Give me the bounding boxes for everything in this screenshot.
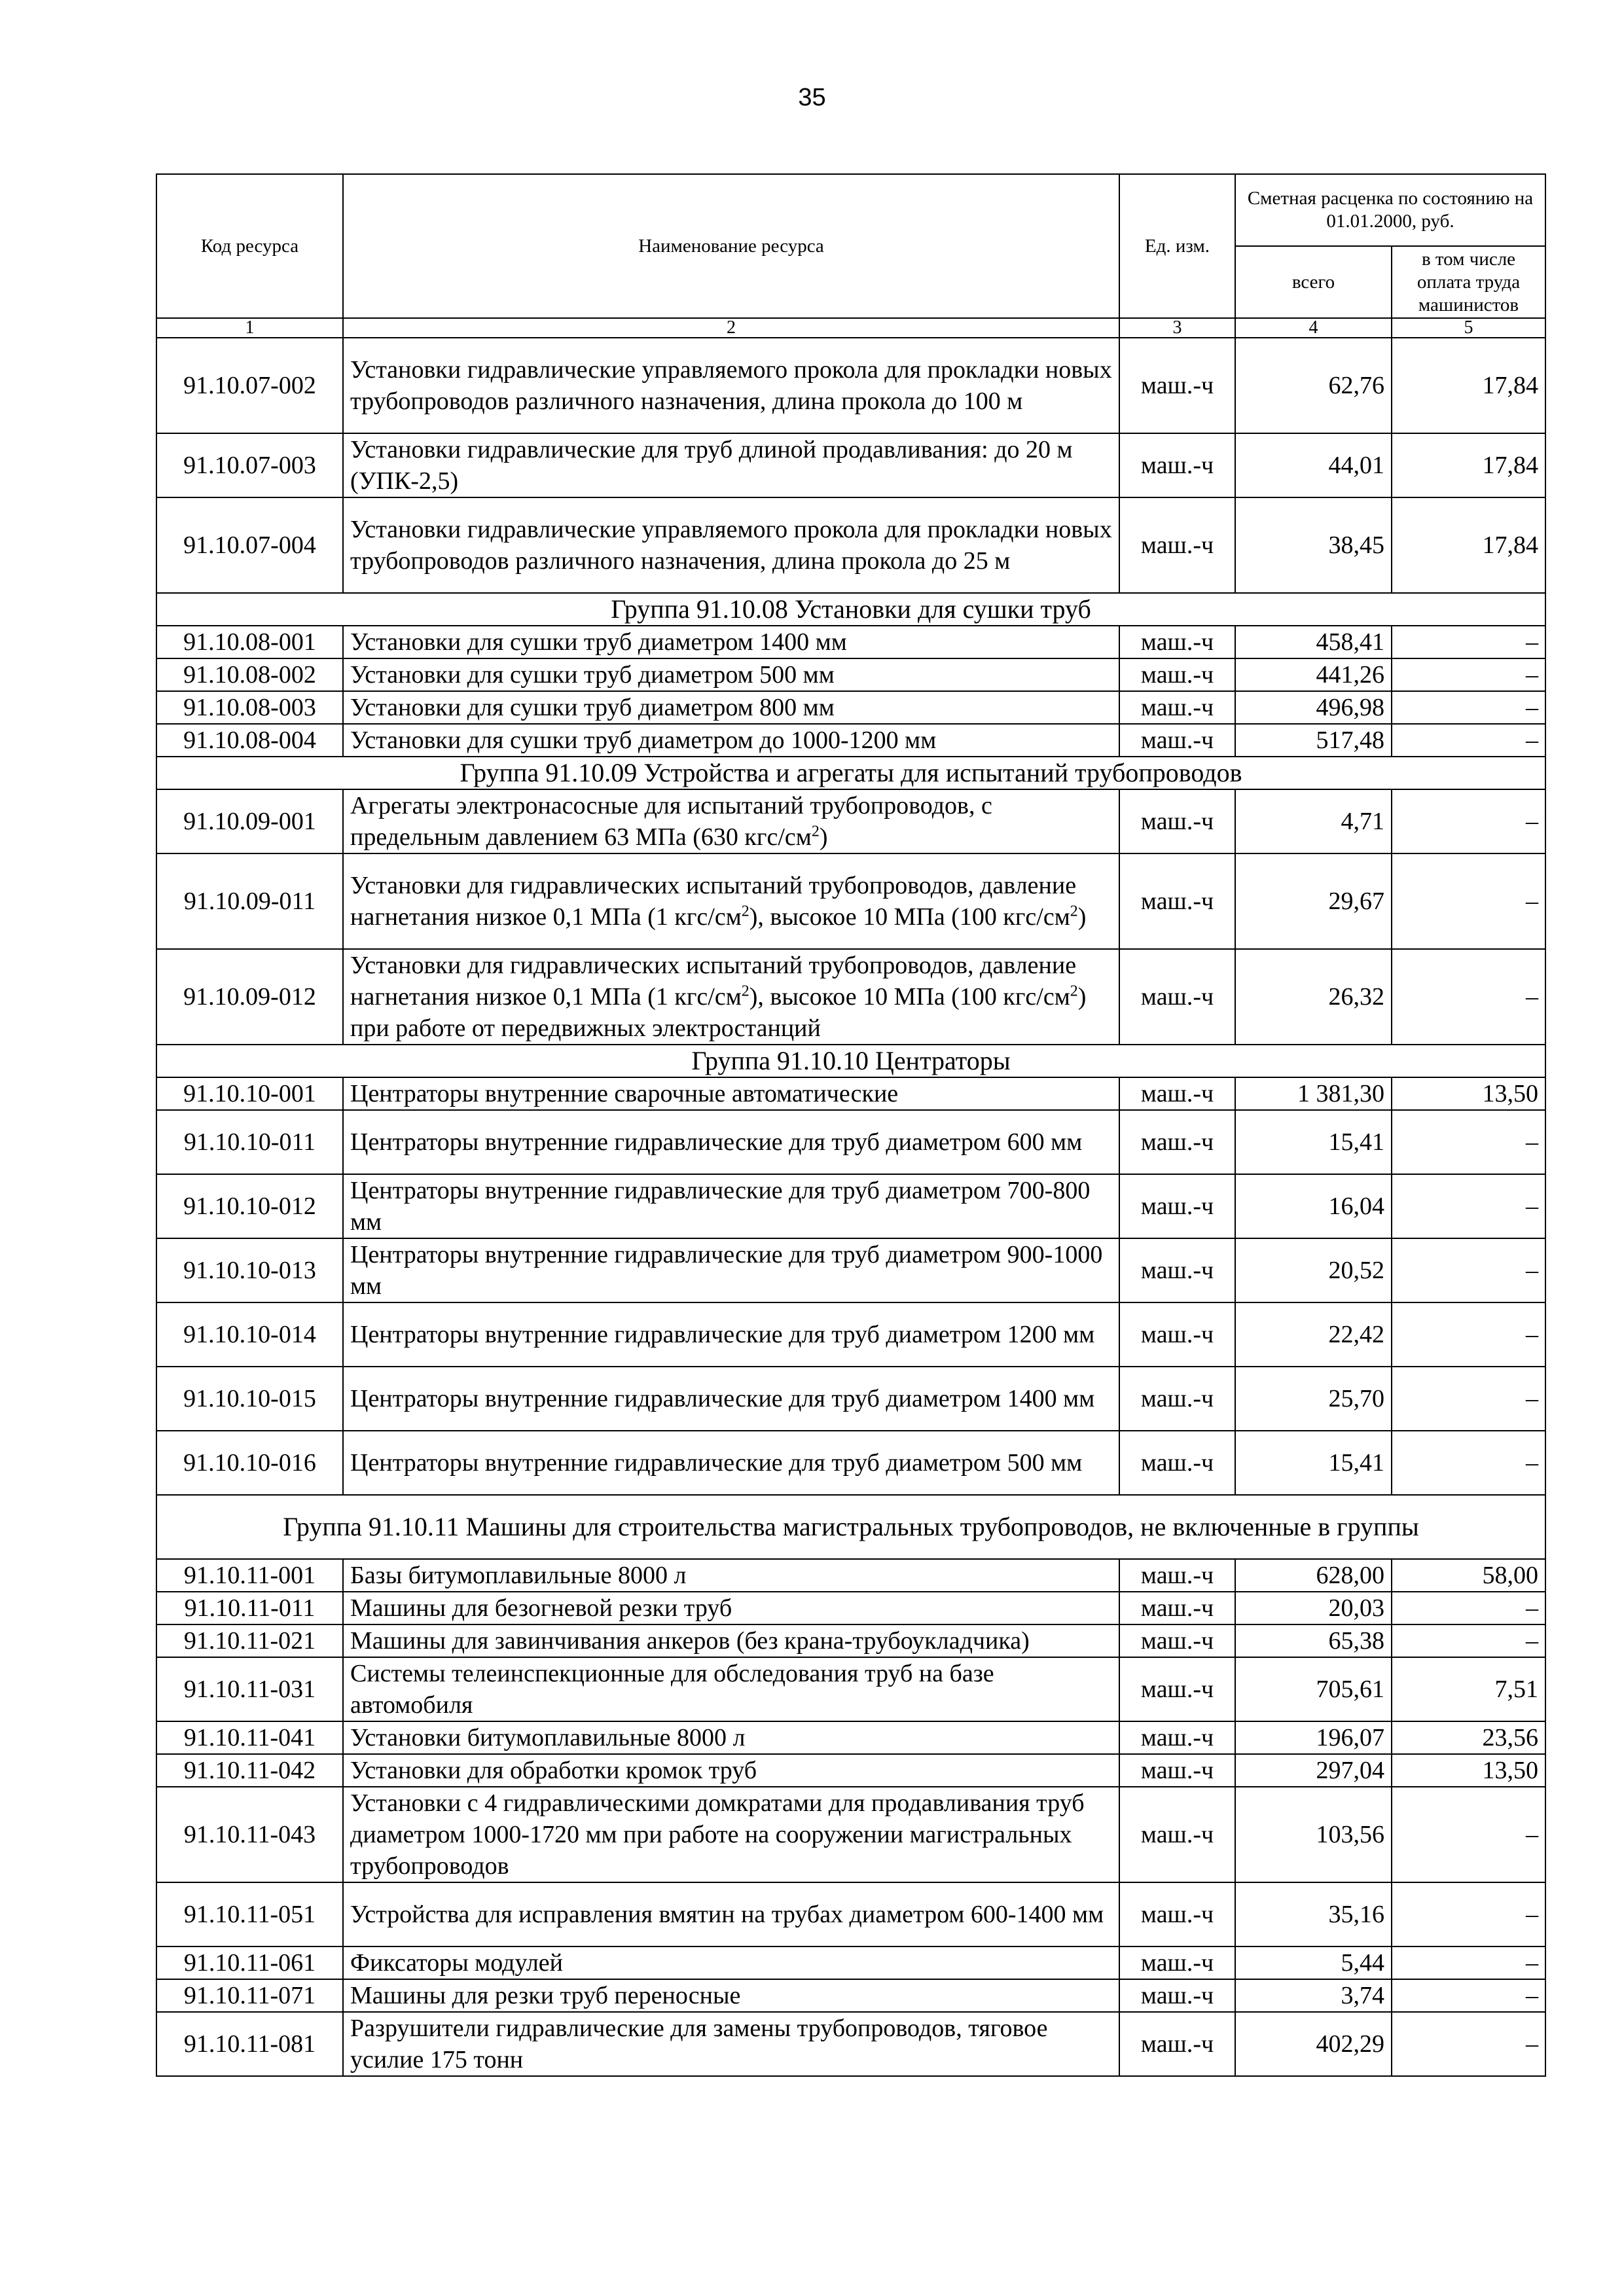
column-number: 5	[1392, 318, 1545, 338]
column-number: 4	[1235, 318, 1392, 338]
resource-code: 91.10.10-001	[156, 1077, 343, 1110]
resource-unit: маш.-ч	[1119, 1110, 1235, 1174]
name-part: ), высокое 10 МПа (100 кгс/см	[749, 983, 1070, 1011]
resource-unit: маш.-ч	[1119, 1592, 1235, 1624]
price-wage: –	[1392, 626, 1545, 658]
table-row	[156, 338, 1545, 433]
resource-code: 91.10.11-001	[156, 1559, 343, 1592]
resource-unit: маш.-ч	[1119, 338, 1235, 433]
price-wage: –	[1392, 949, 1545, 1045]
price-total: 5,44	[1235, 1946, 1392, 1979]
price-total: 1 381,30	[1235, 1077, 1392, 1110]
price-total: 20,52	[1235, 1238, 1392, 1302]
table-row	[156, 1754, 1545, 1787]
price-wage: 58,00	[1392, 1559, 1545, 1592]
price-total: 16,04	[1235, 1174, 1392, 1238]
resource-name: Центраторы внутренние гидравлические для труб диаметром 700-800 мм	[343, 1174, 1119, 1238]
table-row	[156, 789, 1545, 853]
price-wage: –	[1392, 789, 1545, 853]
resource-code: 91.10.09-001	[156, 789, 343, 853]
group-title: Группа 91.10.11 Машины для строительства магистральных трубопроводов, не включенные в группы	[156, 1495, 1545, 1559]
header-wage: в том числе оплата труда машинистов	[1392, 246, 1545, 318]
price-wage: 13,50	[1392, 1754, 1545, 1787]
resource-name: Установки гидравлические управляемого прокола для прокладки новых трубопроводов различного назначения, длина прокола до 100 м	[343, 338, 1119, 433]
resource-name: Системы телеинспекционные для обследования труб на базе автомобиля	[343, 1657, 1119, 1721]
table-row	[156, 853, 1545, 949]
resource-code: 91.10.11-021	[156, 1624, 343, 1657]
resource-name: Центраторы внутренние сварочные автоматические	[343, 1077, 1119, 1110]
resource-name	[343, 789, 1119, 853]
price-wage: –	[1392, 2012, 1545, 2076]
price-total: 4,71	[1235, 789, 1392, 853]
superscript: 2	[741, 982, 749, 1000]
price-total: 26,32	[1235, 949, 1392, 1045]
resource-code: 91.10.11-042	[156, 1754, 343, 1787]
resource-name: Установки для сушки труб диаметром до 1000-1200 мм	[343, 724, 1119, 757]
resource-unit: маш.-ч	[1119, 691, 1235, 724]
resource-name: Фиксаторы модулей	[343, 1946, 1119, 1979]
group-header-row	[156, 1045, 1545, 1077]
price-total: 517,48	[1235, 724, 1392, 757]
price-wage: –	[1392, 1882, 1545, 1946]
price-total: 402,29	[1235, 2012, 1392, 2076]
price-wage: –	[1392, 724, 1545, 757]
resource-name	[343, 853, 1119, 949]
price-wage: 17,84	[1392, 338, 1545, 433]
resource-unit: маш.-ч	[1119, 626, 1235, 658]
resource-code: 91.10.10-012	[156, 1174, 343, 1238]
price-total: 38,45	[1235, 497, 1392, 593]
table-row	[156, 1624, 1545, 1657]
table-row	[156, 1787, 1545, 1882]
resource-unit: маш.-ч	[1119, 433, 1235, 497]
price-total: 35,16	[1235, 1882, 1392, 1946]
price-wage: –	[1392, 853, 1545, 949]
name-part: Агрегаты электронасосные для испытаний трубопроводов, с предельным давлением 63 МПа (630 кгс/см	[350, 792, 992, 851]
table-row	[156, 1110, 1545, 1174]
table-body	[156, 338, 1545, 2076]
column-number: 1	[156, 318, 343, 338]
group-title: Группа 91.10.08 Установки для сушки труб	[156, 593, 1545, 626]
table-row	[156, 949, 1545, 1045]
resource-code: 91.10.07-003	[156, 433, 343, 497]
name-part: )	[1077, 903, 1087, 931]
resource-code: 91.10.07-002	[156, 338, 343, 433]
price-total: 458,41	[1235, 626, 1392, 658]
resource-unit: маш.-ч	[1119, 1754, 1235, 1787]
price-wage: –	[1392, 1624, 1545, 1657]
table-row	[156, 1946, 1545, 1979]
price-total: 196,07	[1235, 1721, 1392, 1754]
resource-code: 91.10.11-031	[156, 1657, 343, 1721]
price-total: 65,38	[1235, 1624, 1392, 1657]
price-total: 628,00	[1235, 1559, 1392, 1592]
price-wage: 17,84	[1392, 497, 1545, 593]
header-name: Наименование ресурса	[343, 174, 1119, 318]
resource-code: 91.10.11-011	[156, 1592, 343, 1624]
price-total: 29,67	[1235, 853, 1392, 949]
resource-code: 91.10.11-041	[156, 1721, 343, 1754]
resource-unit: маш.-ч	[1119, 1559, 1235, 1592]
table-row	[156, 1431, 1545, 1495]
resource-code: 91.10.08-004	[156, 724, 343, 757]
table-row	[156, 1367, 1545, 1431]
resource-name: Центраторы внутренние гидравлические для труб диаметром 900-1000 мм	[343, 1238, 1119, 1302]
superscript: 2	[811, 823, 820, 840]
group-title: Группа 91.10.09 Устройства и агрегаты для испытаний трубопроводов	[156, 757, 1545, 789]
resource-table	[156, 173, 1546, 2077]
resource-code: 91.10.11-051	[156, 1882, 343, 1946]
table-row	[156, 1882, 1545, 1946]
resource-unit: маш.-ч	[1119, 497, 1235, 593]
resource-code: 91.10.09-012	[156, 949, 343, 1045]
column-numbers-row	[156, 318, 1545, 338]
table-row	[156, 433, 1545, 497]
table-row	[156, 691, 1545, 724]
resource-name: Установки для сушки труб диаметром 500 мм	[343, 658, 1119, 691]
price-wage: –	[1392, 1174, 1545, 1238]
resource-name: Машины для резки труб переносные	[343, 1979, 1119, 2012]
table-row	[156, 497, 1545, 593]
price-wage: –	[1392, 1302, 1545, 1367]
table-row	[156, 1077, 1545, 1110]
resource-code: 91.10.11-071	[156, 1979, 343, 2012]
resource-code: 91.10.11-081	[156, 2012, 343, 2076]
name-part: ) при работе от передвижных электростанций	[350, 983, 1087, 1042]
resource-code: 91.10.10-014	[156, 1302, 343, 1367]
resource-unit: маш.-ч	[1119, 1946, 1235, 1979]
table-row	[156, 1559, 1545, 1592]
price-total: 297,04	[1235, 1754, 1392, 1787]
resource-name: Установки для обработки кромок труб	[343, 1754, 1119, 1787]
resource-unit: маш.-ч	[1119, 1174, 1235, 1238]
header-code: Код ресурса	[156, 174, 343, 318]
price-wage: –	[1392, 1110, 1545, 1174]
resource-unit: маш.-ч	[1119, 1302, 1235, 1367]
resource-code: 91.10.10-016	[156, 1431, 343, 1495]
price-wage: 23,56	[1392, 1721, 1545, 1754]
group-header-row	[156, 757, 1545, 789]
resource-code: 91.10.07-004	[156, 497, 343, 593]
price-wage: –	[1392, 1431, 1545, 1495]
resource-unit: маш.-ч	[1119, 724, 1235, 757]
resource-name: Устройства для исправления вмятин на трубах диаметром 600-1400 мм	[343, 1882, 1119, 1946]
price-total: 15,41	[1235, 1110, 1392, 1174]
table-row	[156, 1302, 1545, 1367]
column-number: 3	[1119, 318, 1235, 338]
resource-unit: маш.-ч	[1119, 1431, 1235, 1495]
resource-name: Центраторы внутренние гидравлические для труб диаметром 600 мм	[343, 1110, 1119, 1174]
resource-name: Установки с 4 гидравлическими домкратами для продавливания труб диаметром 1000-1720 мм при работе на сооружении магистральных трубопроводов	[343, 1787, 1119, 1882]
resource-code: 91.10.11-043	[156, 1787, 343, 1882]
superscript: 2	[1070, 982, 1078, 1000]
resource-unit: маш.-ч	[1119, 1624, 1235, 1657]
price-total: 705,61	[1235, 1657, 1392, 1721]
name-part: ), высокое 10 МПа (100 кгс/см	[749, 903, 1070, 931]
resource-unit: маш.-ч	[1119, 1979, 1235, 2012]
resource-unit: маш.-ч	[1119, 2012, 1235, 2076]
price-total: 44,01	[1235, 433, 1392, 497]
resource-name: Базы битумоплавильные 8000 л	[343, 1559, 1119, 1592]
resource-code: 91.10.08-001	[156, 626, 343, 658]
price-total: 62,76	[1235, 338, 1392, 433]
resource-code: 91.10.08-003	[156, 691, 343, 724]
price-total: 20,03	[1235, 1592, 1392, 1624]
price-wage: –	[1392, 1979, 1545, 2012]
resource-name	[343, 949, 1119, 1045]
resource-name: Установки для сушки труб диаметром 800 мм	[343, 691, 1119, 724]
price-total: 496,98	[1235, 691, 1392, 724]
price-wage: –	[1392, 1592, 1545, 1624]
group-header-row	[156, 1495, 1545, 1559]
table-row	[156, 2012, 1545, 2076]
resource-code: 91.10.09-011	[156, 853, 343, 949]
price-total: 25,70	[1235, 1367, 1392, 1431]
resource-unit: маш.-ч	[1119, 1882, 1235, 1946]
header-row	[156, 174, 1545, 246]
name-part: Установки для гидравлических испытаний трубопроводов, давление нагнетания низкое 0,1 МПа (1 кгс/см	[350, 952, 1077, 1011]
resource-unit: маш.-ч	[1119, 853, 1235, 949]
group-title: Группа 91.10.10 Центраторы	[156, 1045, 1545, 1077]
resource-unit: маш.-ч	[1119, 1721, 1235, 1754]
price-wage: –	[1392, 1787, 1545, 1882]
column-number: 2	[343, 318, 1119, 338]
table-row	[156, 1238, 1545, 1302]
header-unit: Ед. изм.	[1119, 174, 1235, 318]
table-row	[156, 1721, 1545, 1754]
resource-unit: маш.-ч	[1119, 658, 1235, 691]
resource-unit: маш.-ч	[1119, 1367, 1235, 1431]
name-part: )	[819, 823, 828, 851]
price-total: 15,41	[1235, 1431, 1392, 1495]
resource-name: Центраторы внутренние гидравлические для труб диаметром 500 мм	[343, 1431, 1119, 1495]
price-wage: 17,84	[1392, 433, 1545, 497]
price-total: 441,26	[1235, 658, 1392, 691]
resource-name: Установки гидравлические для труб длиной продавливания: до 20 м (УПК-2,5)	[343, 433, 1119, 497]
table-row	[156, 1979, 1545, 2012]
resource-unit: маш.-ч	[1119, 949, 1235, 1045]
resource-code: 91.10.10-011	[156, 1110, 343, 1174]
price-wage: –	[1392, 1238, 1545, 1302]
group-header-row	[156, 593, 1545, 626]
resource-code: 91.10.11-061	[156, 1946, 343, 1979]
header-price: Сметная расценка по состоянию на 01.01.2000, руб.	[1235, 174, 1545, 246]
table-row	[156, 1592, 1545, 1624]
resource-name: Центраторы внутренние гидравлические для труб диаметром 1400 мм	[343, 1367, 1119, 1431]
price-total: 22,42	[1235, 1302, 1392, 1367]
table-row	[156, 626, 1545, 658]
resource-name: Центраторы внутренние гидравлические для труб диаметром 1200 мм	[343, 1302, 1119, 1367]
resource-unit: маш.-ч	[1119, 1787, 1235, 1882]
name-part: Установки для гидравлических испытаний трубопроводов, давление нагнетания низкое 0,1 МПа (1 кгс/см	[350, 872, 1077, 931]
resource-name: Установки битумоплавильные 8000 л	[343, 1721, 1119, 1754]
superscript: 2	[741, 903, 749, 920]
page-number: 35	[798, 84, 826, 111]
resource-name: Машины для безогневой резки труб	[343, 1592, 1119, 1624]
resource-code: 91.10.08-002	[156, 658, 343, 691]
price-wage: 13,50	[1392, 1077, 1545, 1110]
price-total: 3,74	[1235, 1979, 1392, 2012]
superscript: 2	[1070, 903, 1078, 920]
resource-unit: маш.-ч	[1119, 1238, 1235, 1302]
resource-unit: маш.-ч	[1119, 1657, 1235, 1721]
resource-name: Установки гидравлические управляемого прокола для прокладки новых трубопроводов различного назначения, длина прокола до 25 м	[343, 497, 1119, 593]
table-row	[156, 1657, 1545, 1721]
price-wage: –	[1392, 658, 1545, 691]
resource-unit: маш.-ч	[1119, 789, 1235, 853]
table-row	[156, 724, 1545, 757]
resource-unit: маш.-ч	[1119, 1077, 1235, 1110]
price-wage: –	[1392, 691, 1545, 724]
resource-name: Машины для завинчивания анкеров (без крана-трубоукладчика)	[343, 1624, 1119, 1657]
price-wage: –	[1392, 1367, 1545, 1431]
resource-code: 91.10.10-013	[156, 1238, 343, 1302]
resource-name: Установки для сушки труб диаметром 1400 мм	[343, 626, 1119, 658]
header-total: всего	[1235, 246, 1392, 318]
resource-code: 91.10.10-015	[156, 1367, 343, 1431]
price-wage: –	[1392, 1946, 1545, 1979]
price-wage: 7,51	[1392, 1657, 1545, 1721]
table-row	[156, 658, 1545, 691]
resource-name: Разрушители гидравлические для замены трубопроводов, тяговое усилие 175 тонн	[343, 2012, 1119, 2076]
table-row	[156, 1174, 1545, 1238]
price-total: 103,56	[1235, 1787, 1392, 1882]
